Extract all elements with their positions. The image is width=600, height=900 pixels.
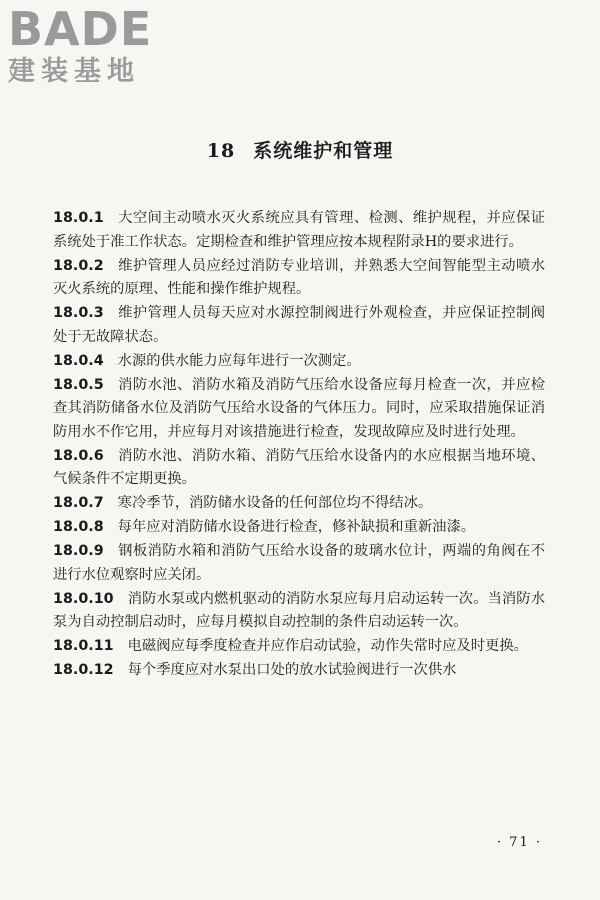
logo-subtitle: 建装基地 [8, 56, 140, 87]
clause-number: 18.0.5 [53, 376, 104, 393]
clause-number: 18.0.10 [53, 590, 114, 607]
clause-paragraph [53, 659, 545, 683]
clause-number: 18.0.4 [53, 352, 104, 369]
clause-text: 消防水池、消防水箱、消防气压给水设备内的水应根据当地环境、气候条件不定期更换。 [53, 447, 545, 487]
clause-paragraph [53, 255, 545, 302]
clause-text: 维护管理人员每天应对水源控制阀进行外观检查，并应保证控制阀处于无故障状态。 [53, 305, 545, 345]
clause-number: 18.0.9 [53, 543, 104, 559]
clause-paragraph [53, 445, 545, 492]
page-number: · 71 · [496, 835, 542, 850]
clause-number: 18.0.3 [53, 305, 104, 321]
clause-text: 电磁阀应每季度检查并应作启动试验，动作失常时应及时更换。 [127, 638, 528, 654]
clause-paragraph [53, 516, 545, 540]
chapter-body [53, 207, 545, 683]
clause-text: 消防水池、消防水箱及消防气压给水设备应每月检查一次，并应检查其消防储备水位及消防气压给水设备的气体压力。同时，应采取措施保证消防用水不作它用，并应每月对该措施进行检查，发现故障应及时进行处理。 [53, 376, 545, 440]
bade-logo [8, 2, 178, 88]
chapter-number: 18 [206, 140, 236, 162]
chapter-title-text: 系统维护和管理 [253, 140, 394, 162]
clause-number: 18.0.1 [53, 210, 104, 226]
clause-text: 水源的供水能力应每年进行一次测定。 [117, 352, 361, 369]
clause-number: 18.0.2 [53, 257, 104, 274]
clause-paragraph [53, 374, 545, 445]
clause-text: 大空间主动喷水灭火系统应具有管理、检测、维护规程，并应保证系统处于准工作状态。定期检查和维护管理应按本规程附录H的要求进行。 [53, 210, 545, 250]
clause-paragraph [53, 207, 545, 254]
logo-mark: BADE [8, 2, 153, 56]
chapter-title [0, 136, 600, 163]
clause-text: 每个季度应对水泵出口处的放水试验阀进行一次供水 [127, 662, 457, 678]
clause-number: 18.0.7 [53, 495, 104, 511]
clause-paragraph [53, 350, 545, 374]
clause-paragraph [53, 540, 545, 587]
clause-text: 每年应对消防储水设备进行检查，修补缺损和重新油漆。 [117, 519, 476, 535]
clause-number: 18.0.6 [53, 447, 104, 464]
clause-text: 寒冷季节，消防储水设备的任何部位均不得结冰。 [117, 495, 433, 511]
clause-number: 18.0.11 [53, 638, 114, 654]
clause-paragraph [53, 588, 545, 635]
clause-paragraph [53, 635, 545, 659]
clause-number: 18.0.12 [53, 662, 114, 678]
clause-text: 消防水泵或内燃机驱动的消防水泵应每月启动运转一次。当消防水泵为自动控制启动时，应每月模拟自动控制的条件启动运转一次。 [53, 590, 545, 630]
clause-text: 维护管理人员应经过消防专业培训，并熟悉大空间智能型主动喷水灭火系统的原理、性能和操作维护规程。 [53, 257, 545, 297]
clause-text: 钢板消防水箱和消防气压给水设备的玻璃水位计，两端的角阀在不进行水位观察时应关闭。 [53, 543, 545, 583]
clause-paragraph [53, 492, 545, 516]
clause-paragraph [53, 302, 545, 349]
clause-number: 18.0.8 [53, 519, 104, 535]
